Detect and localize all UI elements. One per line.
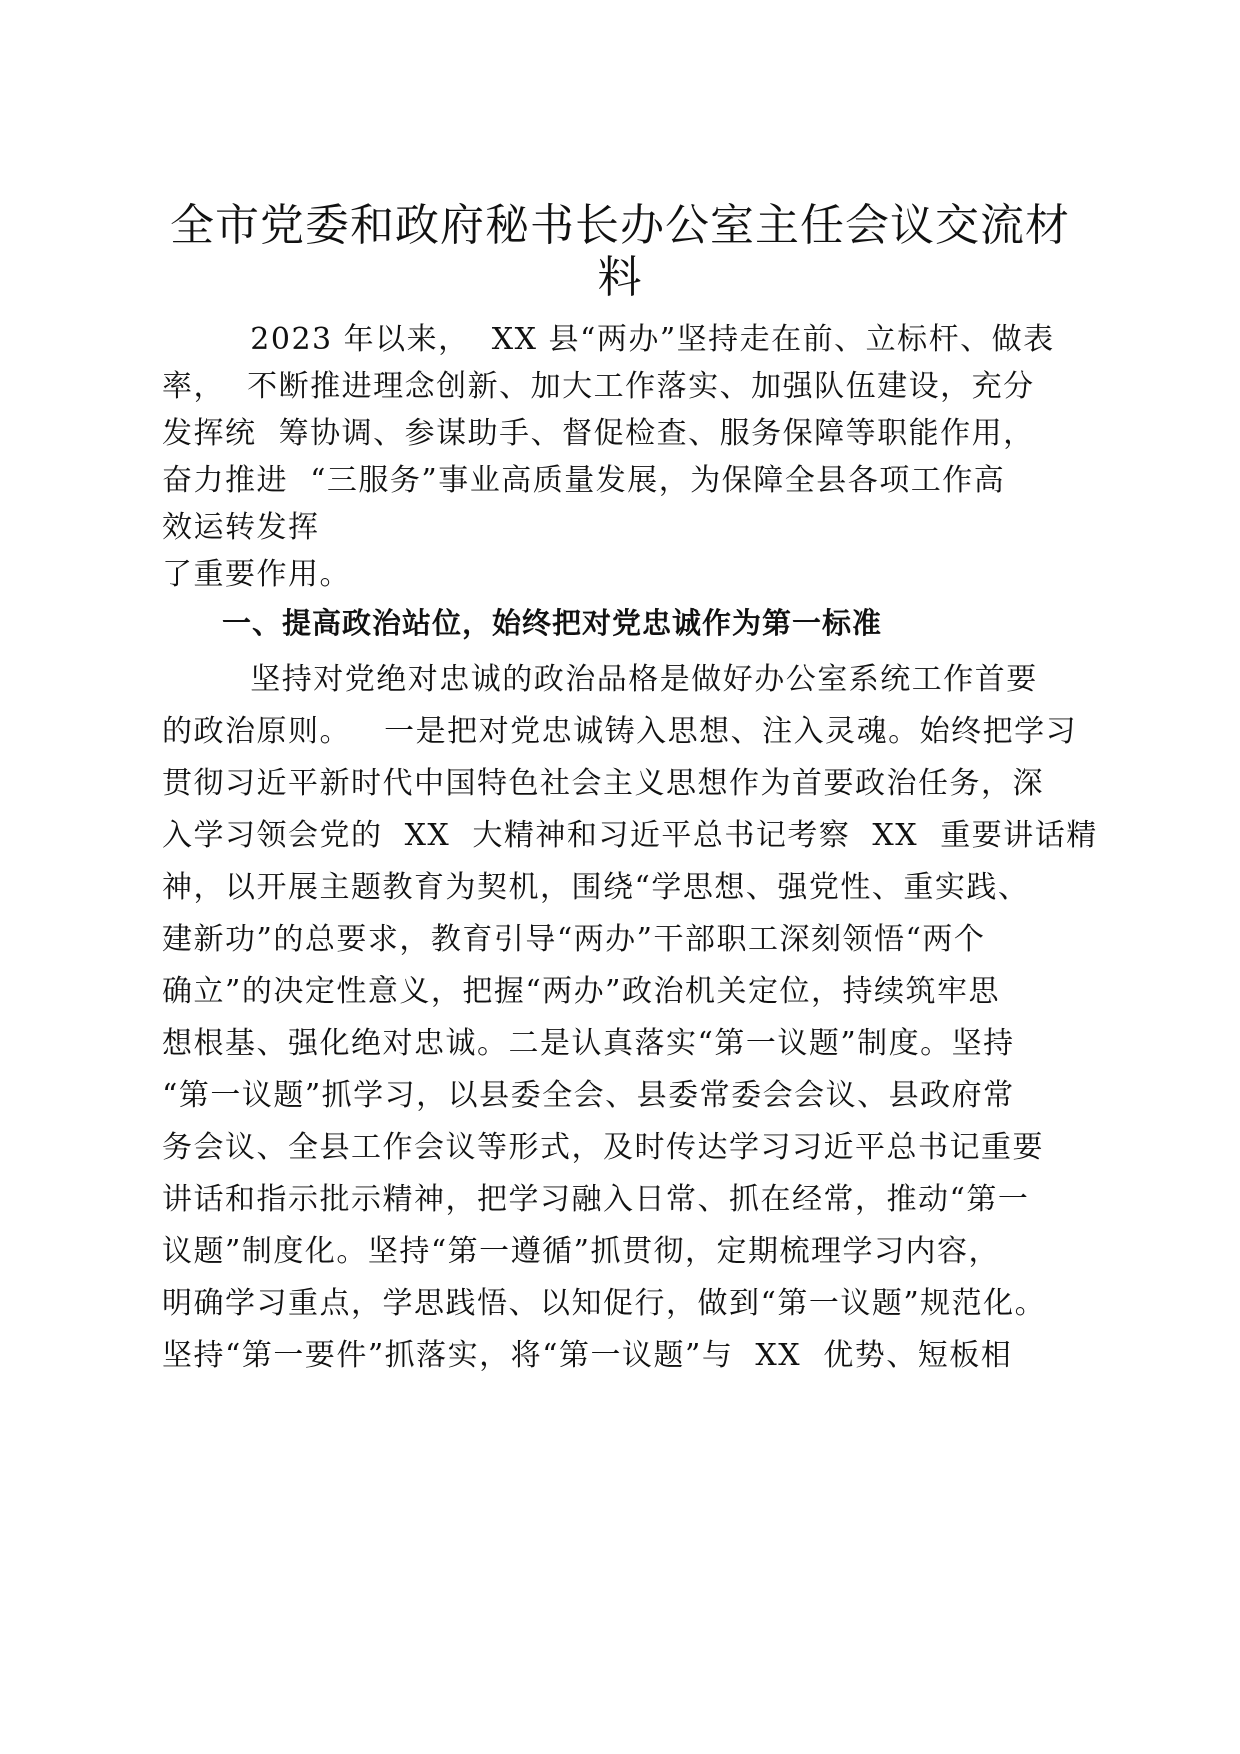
body-line: 讲话和指示批示精神，把学习融入日常、抓在经常，推动“第一 [162,1182,1030,1217]
section-heading: 一、提高政治站位，始终把对党忠诚作为第一标准 [222,606,883,640]
body-line: 入学习领会党的 XX 大精神和习近平总书记考察 XX 重要讲话精 [162,818,1098,853]
body-line: 贯彻习近平新时代中国特色社会主义思想作为首要政治任务，深 [162,766,1044,801]
body-line: 议题”制度化。坚持“第一遵循”抓贯彻，定期梳理学习内容， [162,1234,1001,1269]
body-line: 坚持“第一要件”抓落实，将“第一议题”与 XX 优势、短板相 [162,1338,1013,1373]
intro-line: 2023 年以来， XX 县“两办”坚持走在前、立标杆、做表 [162,322,1055,357]
body-line: 明确学习重点，学思践悟、以知促行，做到“第一议题”规范化。 [162,1286,1047,1321]
body-line: 确立”的决定性意义，把握“两办”政治机关定位，持续筑牢思 [162,974,1001,1009]
intro-line: 发挥统 筹协调、参谋助手、督促检查、服务保障等职能作用， [162,416,1035,451]
body-line: 想根基、强化绝对忠诚。二是认真落实“第一议题”制度。坚持 [162,1026,1015,1061]
body-line: 务会议、全县工作会议等形式，及时传达学习习近平总书记重要 [162,1130,1044,1165]
body-line: 坚持对党绝对忠诚的政治品格是做好办公室系统工作首要 [162,662,1038,697]
intro-line: 效运转发挥 [162,510,320,545]
intro-line: 了重要作用。 [162,557,351,592]
body-line: 神，以开展主题教育为契机，围绕“学思想、强党性、重实践、 [162,870,1030,905]
body-line: 的政治原则。 一是把对党忠诚铸入思想、注入灵魂。始终把学习 [162,714,1078,749]
document-title: 全市党委和政府秘书长办公室主任会议交流材料 [170,200,1070,303]
body-line: “第一议题”抓学习，以县委全会、县委常委会会议、县政府常 [162,1078,1015,1113]
intro-line: 奋力推进 “三服务”事业高质量发展，为保障全县各项工作高 [162,463,1006,498]
intro-line: 率， 不断推进理念创新、加大工作落实、加强队伍建设，充分 [162,369,1035,404]
body-line: 建新功”的总要求，教育引导“两办”干部职工深刻领悟“两个 [162,922,986,957]
